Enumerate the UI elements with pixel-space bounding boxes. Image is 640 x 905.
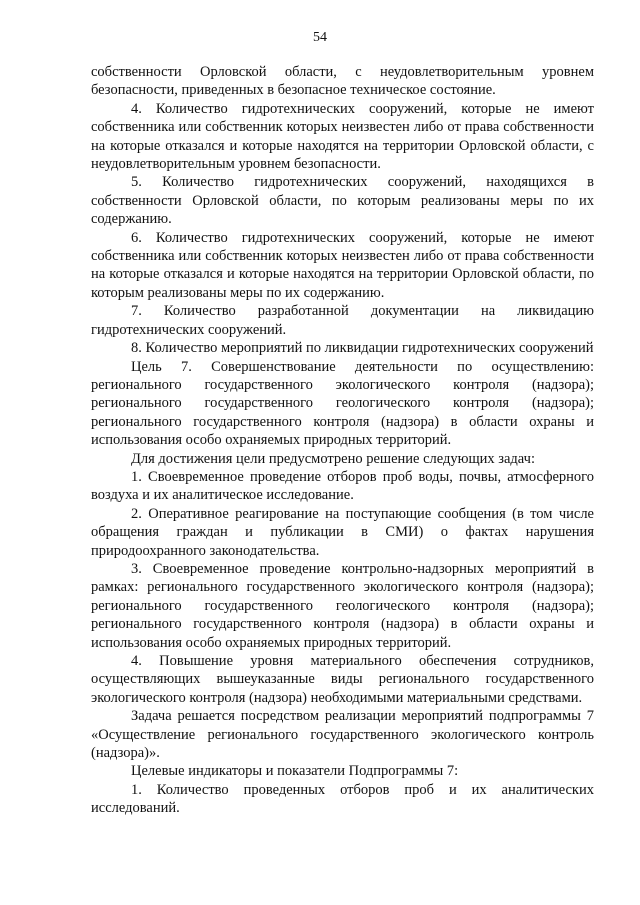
page-number: 54 xyxy=(313,30,327,45)
paragraph: 2. Оперативное реагирование на поступающие сообщения (в том числе обращения граждан и публикации в СМИ) о фактах нарушения природоохранного законодательства. xyxy=(91,505,594,559)
paragraph: Целевые индикаторы и показатели Подпрограммы 7: xyxy=(131,763,459,780)
paragraph: Задача решается посредством реализации мероприятий подпрограммы 7 «Осуществление регионального государственного экологического контроль (надзора)». xyxy=(91,708,594,762)
paragraph: 6. Количество гидротехнических сооружений, которые не имеют собственника или собственник которых неизвестен либо от права собственности на которые отказался и которые находятся на территории Орловской области, по которым реализованы меры по их содержанию. xyxy=(91,229,594,301)
paragraph: 1. Количество проведенных отборов проб и их аналитических исследований. xyxy=(91,781,594,817)
paragraph: 3. Своевременное проведение контрольно-надзорных мероприятий в рамках: регионального государственного экологического контроля (надзора); регионального государственного геологического контроля (надзора); регионального государственного контроля (надзора) в области охраны и использования особо охраняемых природных территорий. xyxy=(91,560,594,651)
paragraph: Для достижения цели предусмотрено решение следующих задач: xyxy=(131,450,535,467)
document-body xyxy=(91,63,594,818)
paragraph: 4. Повышение уровня материального обеспечения сотрудников, осуществляющих вышеуказанные виды регионального государственного экологического контроля (надзора) необходимыми материальными средствами. xyxy=(91,653,594,706)
paragraph: собственности Орловской области, с неудовлетворительным уровнем безопасности, приведенных в безопасное техническое состояние. xyxy=(91,64,594,99)
paragraph: 1. Своевременное проведение отборов проб воды, почвы, атмосферного воздуха и их аналитическое исследование. xyxy=(91,468,594,504)
paragraph: 5. Количество гидротехнических сооружений, находящихся в собственности Орловской области, по которым реализованы меры по их содержанию. xyxy=(91,174,594,228)
paragraph: 7. Количество разработанной документации на ликвидацию гидротехнических сооружений. xyxy=(91,303,594,338)
paragraph: Цель 7. Совершенствование деятельности по осуществлению: регионального государственного экологического контроля (надзора); регионального государственного геологического контроля (надзора); регионального государственного контроля (надзора) в области охраны и использования особо охраняемых природных территорий. xyxy=(91,358,594,449)
paragraph: 8. Количество мероприятий по ликвидации гидротехнических сооружений xyxy=(131,340,594,357)
paragraph: 4. Количество гидротехнических сооружений, которые не имеют собственника или собственник которых неизвестен либо от права собственности на которые отказался и которые находятся на территории Орловской области, с неудовлетворительным уровнем безопасности. xyxy=(91,100,594,173)
